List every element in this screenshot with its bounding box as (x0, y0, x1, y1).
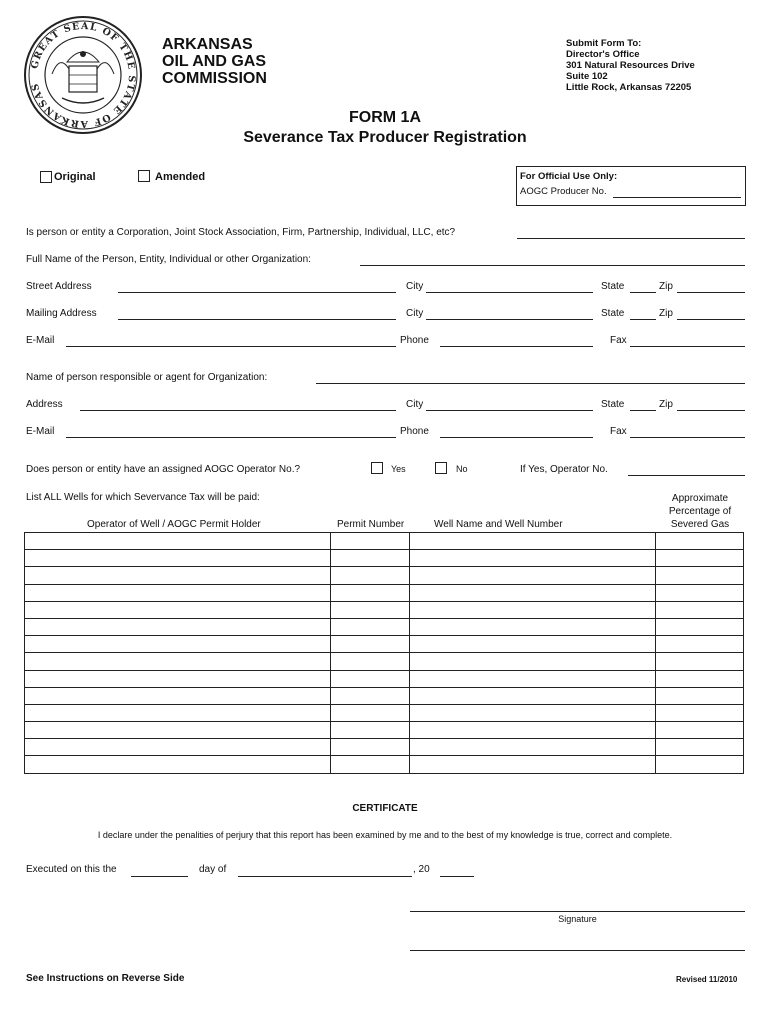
agency-name (162, 36, 267, 87)
street-address-field[interactable] (118, 292, 396, 293)
street-state-label: State (601, 281, 625, 292)
cell-operator[interactable] (25, 739, 331, 756)
street-address-label: Street Address (26, 281, 92, 292)
agency-line-3: COMMISSION (162, 70, 267, 87)
col-percentage-line-1: Approximate (671, 493, 729, 504)
table-row (25, 670, 744, 687)
amended-label: Amended (155, 171, 206, 183)
agent-zip-label: Zip (659, 399, 673, 410)
cell-permit[interactable] (330, 550, 410, 567)
col-permit-header: Permit Number (337, 519, 405, 530)
cell-well-name[interactable] (410, 687, 656, 704)
agent-address-label: Address (26, 399, 63, 410)
cell-well-name[interactable] (410, 618, 656, 635)
cell-percentage[interactable] (656, 550, 744, 567)
mailing-city-label: City (406, 308, 424, 319)
cell-permit[interactable] (330, 670, 410, 687)
street-zip-label: Zip (659, 281, 673, 292)
cell-percentage[interactable] (656, 670, 744, 687)
cell-operator[interactable] (25, 584, 331, 601)
cell-percentage[interactable] (656, 618, 744, 635)
executed-year-field[interactable] (440, 876, 474, 877)
cell-operator[interactable] (25, 636, 331, 653)
agent-address-field[interactable] (80, 410, 396, 411)
signature-title-field[interactable] (410, 950, 745, 951)
cell-operator[interactable] (25, 601, 331, 618)
cell-permit[interactable] (330, 636, 410, 653)
full-name-field[interactable] (360, 265, 745, 266)
revision-date: Revised 11/2010 (676, 975, 738, 984)
wells-intro: List ALL Wells for which Severvance Tax will be paid: (26, 492, 260, 503)
cell-well-name[interactable] (410, 601, 656, 618)
cell-operator[interactable] (25, 567, 331, 584)
cell-permit[interactable] (330, 687, 410, 704)
operator-no-checkbox[interactable] (435, 462, 447, 474)
cell-operator[interactable] (25, 533, 331, 550)
original-label: Original (54, 171, 96, 183)
signature-label: Signature (558, 914, 597, 924)
submit-city: Little Rock, Arkansas 72205 (566, 82, 692, 93)
agent-email-field[interactable] (66, 437, 396, 438)
official-use-box (516, 166, 746, 206)
cell-percentage[interactable] (656, 687, 744, 704)
wells-table (24, 532, 744, 774)
cell-percentage[interactable] (656, 739, 744, 756)
col-percentage-line-2: Percentage of (668, 506, 732, 517)
producer-no-label: AOGC Producer No. (520, 186, 607, 197)
cell-permit[interactable] (330, 601, 410, 618)
cell-operator[interactable] (25, 687, 331, 704)
cell-percentage[interactable] (656, 722, 744, 739)
table-row (25, 533, 744, 550)
cell-permit[interactable] (330, 756, 410, 773)
table-row (25, 601, 744, 618)
street-city-field[interactable] (426, 292, 593, 293)
agency-line-2: OIL AND GAS (162, 53, 267, 70)
year-prefix-label: , 20 (413, 864, 430, 875)
mailing-address-label: Mailing Address (26, 308, 97, 319)
street-zip-field[interactable] (677, 292, 745, 293)
form-number: FORM 1A (349, 109, 421, 126)
entity-type-question: Is person or entity a Corporation, Joint Stock Association, Firm, Partnership, Individual, LLC, etc? (26, 227, 456, 238)
cell-operator[interactable] (25, 704, 331, 721)
cell-well-name[interactable] (410, 722, 656, 739)
agent-state-field[interactable] (630, 410, 656, 411)
col-percentage-header (655, 492, 745, 531)
cell-permit[interactable] (330, 653, 410, 670)
cell-operator[interactable] (25, 618, 331, 635)
submit-suite: Suite 102 (566, 71, 608, 82)
official-use-heading: For Official Use Only: (520, 171, 618, 182)
operator-no-field[interactable] (628, 475, 745, 476)
email-label: E-Mail (26, 335, 55, 346)
phone-label: Phone (400, 335, 429, 346)
mailing-city-field[interactable] (426, 319, 593, 320)
original-checkbox[interactable] (40, 171, 52, 183)
mailing-address-field[interactable] (118, 319, 396, 320)
agent-question: Name of person responsible or agent for Organization: (26, 372, 268, 383)
cell-percentage[interactable] (656, 567, 744, 584)
agent-state-label: State (601, 399, 625, 410)
table-row (25, 756, 744, 773)
cell-percentage[interactable] (656, 704, 744, 721)
cell-permit[interactable] (330, 567, 410, 584)
street-state-field[interactable] (630, 292, 656, 293)
cell-well-name[interactable] (410, 584, 656, 601)
col-well-name-header: Well Name and Well Number (434, 519, 563, 530)
cell-operator[interactable] (25, 756, 331, 773)
col-operator-header: Operator of Well / AOGC Permit Holder (87, 519, 261, 530)
operator-no-prompt: If Yes, Operator No. (520, 464, 608, 475)
table-row (25, 687, 744, 704)
col-percentage-line-3: Severed Gas (670, 519, 730, 530)
submit-office: Director's Office (566, 49, 640, 60)
producer-no-field[interactable] (613, 197, 741, 198)
cell-operator[interactable] (25, 653, 331, 670)
agent-zip-field[interactable] (677, 410, 745, 411)
table-row (25, 550, 744, 567)
mailing-zip-field[interactable] (677, 319, 745, 320)
operator-yes-checkbox[interactable] (371, 462, 383, 474)
mailing-state-label: State (601, 308, 625, 319)
cell-well-name[interactable] (410, 550, 656, 567)
cell-operator[interactable] (25, 722, 331, 739)
table-row (25, 653, 744, 670)
cell-well-name[interactable] (410, 636, 656, 653)
cell-permit[interactable] (330, 584, 410, 601)
cell-well-name[interactable] (410, 653, 656, 670)
cell-well-name[interactable] (410, 533, 656, 550)
table-row (25, 704, 744, 721)
signature-field[interactable] (410, 911, 745, 912)
cell-percentage[interactable] (656, 636, 744, 653)
cell-well-name[interactable] (410, 756, 656, 773)
certificate-statement: I declare under the penalities of perjury that this report has been examined by me and to the best of my knowledge is true, correct and complete. (97, 830, 673, 840)
agent-phone-label: Phone (400, 426, 429, 437)
mailing-zip-label: Zip (659, 308, 673, 319)
agent-city-field[interactable] (426, 410, 593, 411)
cell-percentage[interactable] (656, 756, 744, 773)
form-title: Severance Tax Producer Registration (243, 129, 527, 146)
cell-operator[interactable] (25, 670, 331, 687)
phone-field[interactable] (440, 346, 593, 347)
cell-permit[interactable] (330, 722, 410, 739)
certificate-heading: CERTIFICATE (352, 803, 418, 814)
agent-name-field[interactable] (316, 383, 745, 384)
cell-well-name[interactable] (410, 739, 656, 756)
operator-question: Does person or entity have an assigned AOGC Operator No.? (26, 464, 301, 475)
cell-well-name[interactable] (410, 670, 656, 687)
table-row (25, 739, 744, 756)
agent-fax-label: Fax (610, 426, 627, 437)
instructions-note: See Instructions on Reverse Side (26, 973, 185, 984)
email-field[interactable] (66, 346, 396, 347)
street-city-label: City (406, 281, 424, 292)
full-name-question: Full Name of the Person, Entity, Individual or other Organization: (26, 254, 311, 265)
operator-no-label: No (456, 464, 468, 474)
svg-text:GREAT SEAL OF THE STATE OF ARK: GREAT SEAL OF THE STATE OF ARKANSAS (29, 20, 138, 130)
cell-well-name[interactable] (410, 704, 656, 721)
agency-line-1: ARKANSAS (162, 36, 253, 53)
operator-yes-label: Yes (391, 464, 406, 474)
cell-permit[interactable] (330, 739, 410, 756)
cell-percentage[interactable] (656, 533, 744, 550)
agent-city-label: City (406, 399, 424, 410)
executed-label: Executed on this the (26, 864, 117, 875)
table-row (25, 584, 744, 601)
amended-checkbox[interactable] (138, 170, 150, 182)
cell-permit[interactable] (330, 704, 410, 721)
submit-street: 301 Natural Resources Drive (566, 60, 695, 71)
fax-label: Fax (610, 335, 627, 346)
table-row (25, 636, 744, 653)
agent-fax-field[interactable] (630, 437, 745, 438)
cell-percentage[interactable] (656, 601, 744, 618)
cell-percentage[interactable] (656, 584, 744, 601)
cell-permit[interactable] (330, 533, 410, 550)
executed-month-field[interactable] (238, 876, 412, 877)
table-row (25, 618, 744, 635)
agent-email-label: E-Mail (26, 426, 55, 437)
day-of-label: day of (199, 864, 227, 875)
mailing-state-field[interactable] (630, 319, 656, 320)
cell-permit[interactable] (330, 618, 410, 635)
fax-field[interactable] (630, 346, 745, 347)
executed-day-field[interactable] (131, 876, 188, 877)
cell-well-name[interactable] (410, 567, 656, 584)
cell-operator[interactable] (25, 550, 331, 567)
cell-percentage[interactable] (656, 653, 744, 670)
entity-type-field[interactable] (517, 238, 745, 239)
agent-phone-field[interactable] (440, 437, 593, 438)
table-row (25, 567, 744, 584)
submit-heading: Submit Form To: (566, 38, 642, 49)
table-row (25, 722, 744, 739)
submit-address-block (566, 38, 695, 93)
